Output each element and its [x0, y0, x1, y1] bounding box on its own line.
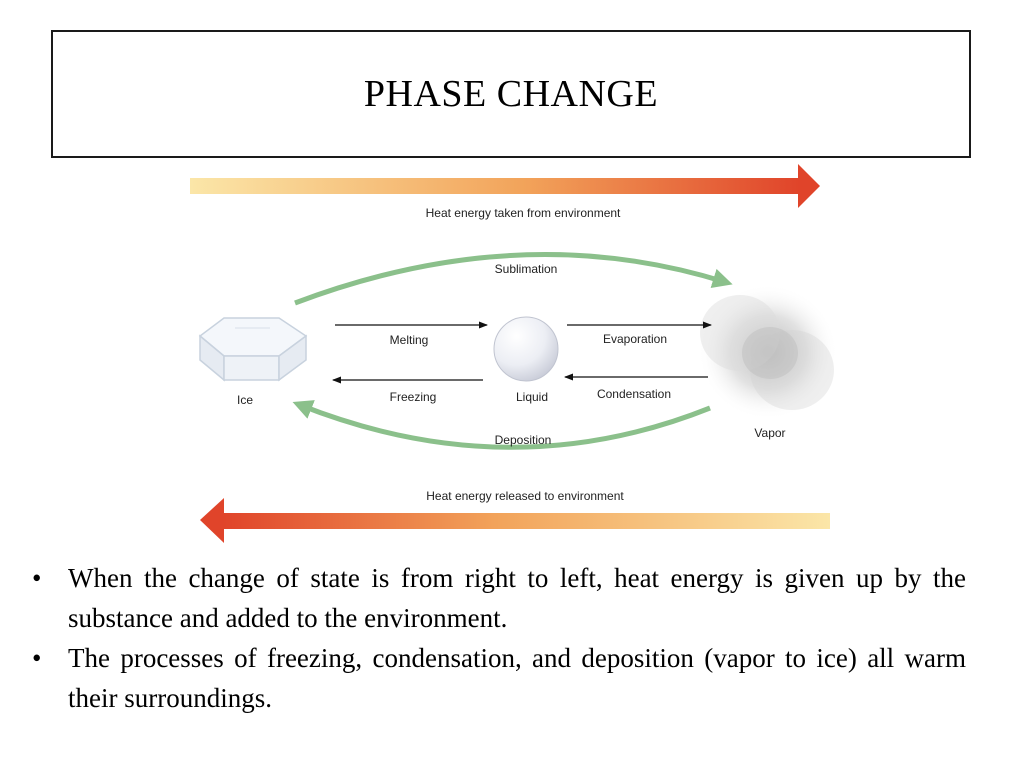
- title-box: [51, 30, 971, 158]
- slide-title: PHASE CHANGE: [363, 73, 659, 115]
- phase-change-diagram: [180, 158, 860, 550]
- deposition-label: Deposition: [494, 433, 552, 447]
- ice-label: Ice: [236, 393, 254, 407]
- liquid-label: Liquid: [515, 390, 549, 404]
- sublimation-label: Sublimation: [494, 262, 558, 276]
- vapor-label: Vapor: [754, 426, 786, 440]
- bullet-item: • The processes of freezing, condensation, and deposition (vapor to ice) all warm their surroundings.: [30, 638, 966, 718]
- evaporation-label: Evaporation: [602, 332, 668, 346]
- liquid-icon: [494, 317, 558, 381]
- melting-label: Melting: [389, 333, 429, 347]
- condensation-label: Condensation: [596, 387, 672, 401]
- ice-icon: [200, 318, 306, 380]
- heat-released-label: Heat energy released to environment: [426, 489, 624, 503]
- bullet-list: [30, 558, 966, 718]
- freezing-label: Freezing: [389, 390, 437, 404]
- heat-released-arrow: [200, 498, 830, 543]
- vapor-icon: [698, 284, 838, 420]
- heat-taken-arrow: [190, 164, 820, 208]
- heat-taken-label: Heat energy taken from environment: [425, 206, 621, 220]
- bullet-item: • When the change of state is from right to left, heat energy is given up by the substance and added to the environment.: [30, 558, 966, 638]
